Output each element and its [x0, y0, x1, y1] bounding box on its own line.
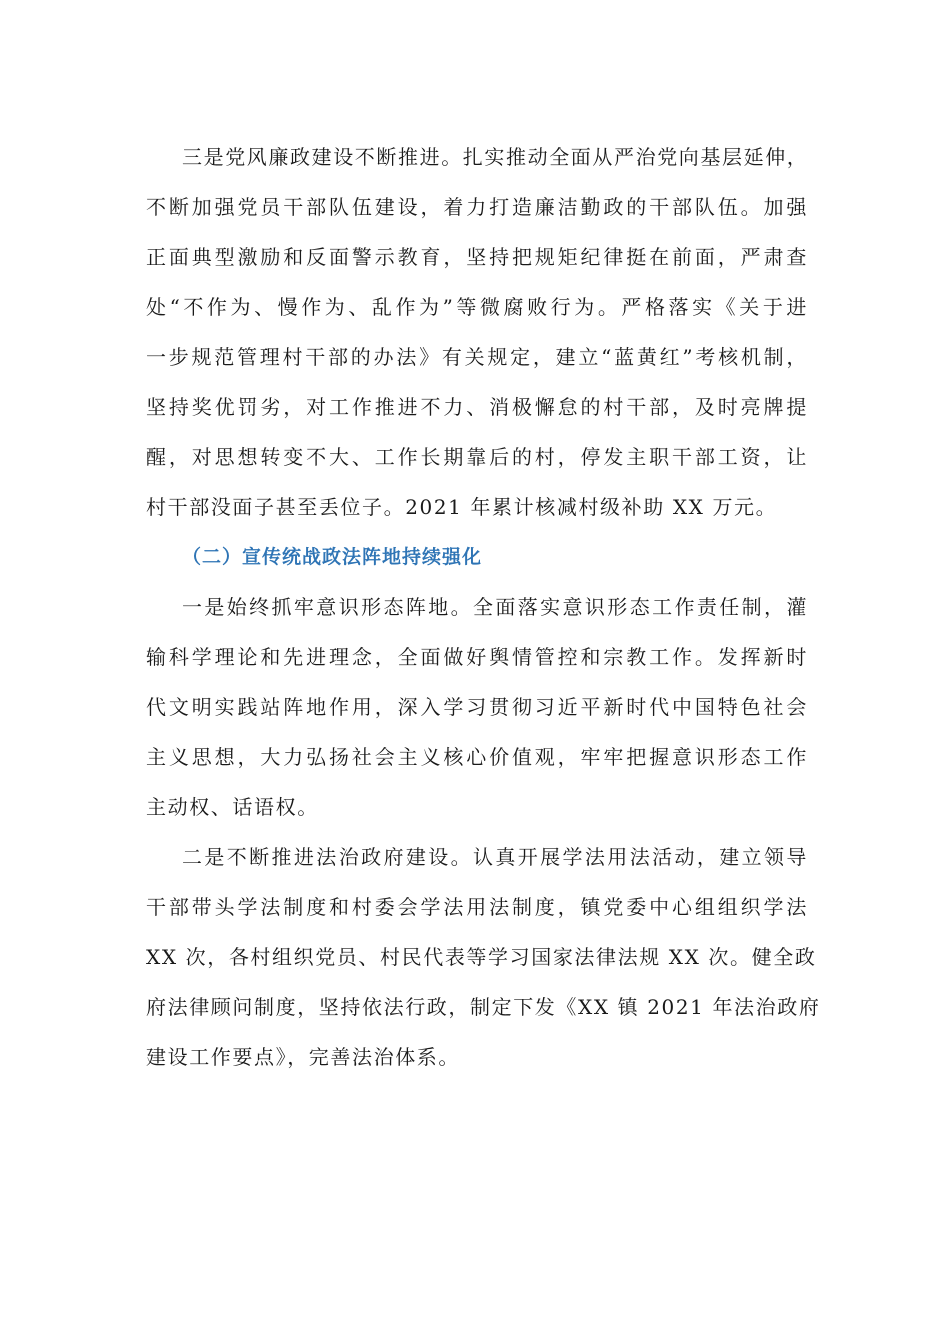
- paragraph-line: XX 次，各村组织党员、村民代表等学习国家法律法规 XX 次。健全政: [146, 945, 817, 969]
- paragraph-line: 输科学理论和先进理念，全面做好舆情管控和宗教工作。发挥新时: [146, 645, 808, 669]
- paragraph-line: 府法律顾问制度，坚持依法行政，制定下发《XX 镇 2021 年法治政府: [146, 995, 821, 1019]
- paragraph-line: 主动权、话语权。: [146, 795, 319, 819]
- paragraph-line: 坚持奖优罚劣，对工作推进不力、消极懈怠的村干部，及时亮牌提: [146, 395, 808, 419]
- paragraph-line: 代文明实践站阵地作用，深入学习贯彻习近平新时代中国特色社会: [146, 695, 808, 719]
- paragraph-line: 醒，对思想转变不大、工作长期靠后的村，停发主职干部工资，让: [146, 445, 808, 469]
- paragraph-line: 处“不作为、慢作为、乱作为”等微腐败行为。严格落实《关于进: [146, 295, 808, 319]
- paragraph-line: 一步规范管理村干部的办法》有关规定，建立“蓝黄红”考核机制，: [146, 345, 808, 369]
- paragraph-line: 干部带头学法制度和村委会学法用法制度，镇党委中心组组织学法: [146, 895, 808, 919]
- paragraph-ideology: [146, 582, 808, 832]
- paragraph-line: 二是不断推进法治政府建设。认真开展学法用法活动，建立领导: [182, 845, 808, 869]
- paragraph-line: 三是党风廉政建设不断推进。扎实推动全面从严治党向基层延伸，: [182, 145, 809, 169]
- paragraph-line: 主义思想，大力弘扬社会主义核心价值观，牢牢把握意识形态工作: [146, 745, 808, 769]
- document-body: [146, 132, 821, 1082]
- paragraph-line: 正面典型激励和反面警示教育，坚持把规矩纪律挺在前面，严肃查: [146, 245, 808, 269]
- section-heading: （二）宣传统战政法阵地持续强化: [182, 546, 483, 568]
- paragraph-line: 不断加强党员干部队伍建设，着力打造廉洁勤政的干部队伍。加强: [146, 195, 808, 219]
- paragraph-line: 一是始终抓牢意识形态阵地。全面落实意识形态工作责任制，灌: [182, 595, 808, 619]
- paragraph-party-conduct: [146, 132, 808, 532]
- paragraph-line: 建设工作要点》，完善法治体系。: [146, 1045, 460, 1069]
- paragraph-line: 村干部没面子甚至丢位子。2021 年累计核减村级补助 XX 万元。: [146, 495, 778, 519]
- paragraph-rule-of-law: [146, 832, 821, 1082]
